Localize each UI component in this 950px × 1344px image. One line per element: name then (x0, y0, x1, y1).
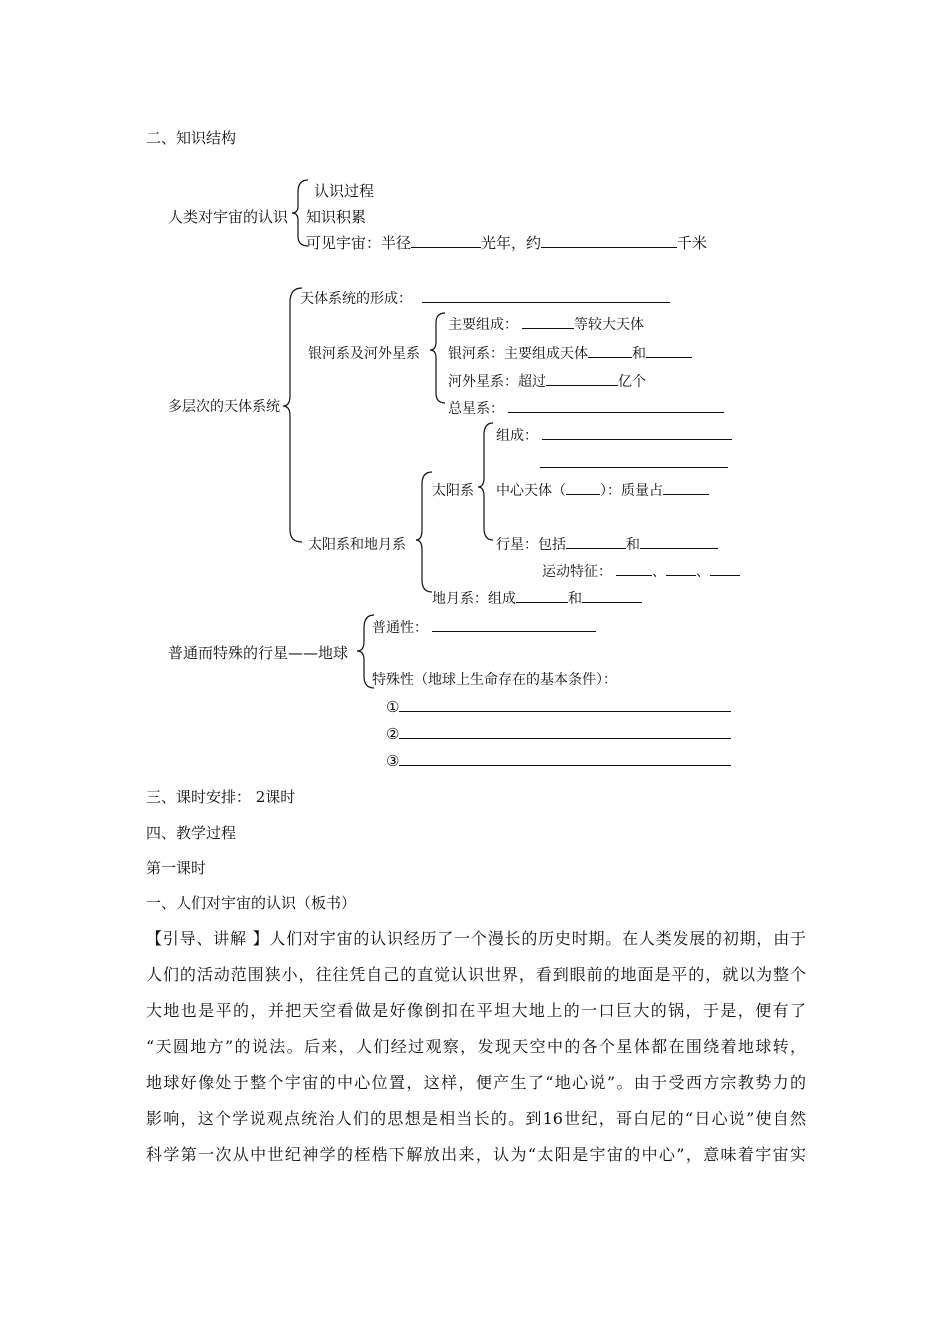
blank (710, 561, 740, 576)
special-feature: 特殊性（地球上生命存在的基本条件）： (372, 672, 617, 688)
earth-moon (432, 588, 642, 608)
center-b: ）：质量占 (600, 483, 663, 499)
external-b: 亿个 (618, 374, 646, 390)
milky-b: 和 (632, 346, 646, 362)
milky-a: 银河系：主要组成天体 (448, 346, 588, 362)
blank (399, 697, 731, 712)
blank (588, 343, 632, 358)
blank (566, 480, 600, 495)
bracket-solar-earth (416, 472, 432, 592)
blank (541, 233, 677, 248)
condition-3 (386, 751, 731, 770)
condition-marker: ③ (386, 752, 400, 770)
blank (666, 561, 696, 576)
blank (640, 534, 718, 549)
external-a: 河外星系：超过 (448, 374, 546, 390)
formation (300, 288, 670, 308)
blank (422, 288, 670, 303)
blank (546, 371, 618, 386)
paragraph-line: 科学第一次从中世纪神学的桎梏下解放出来，认为“太阳是宇宙的中心”，意味着宇宙实 (146, 1145, 806, 1164)
section-knowledge-structure: 二、知识结构 (146, 129, 237, 147)
solar-label: 太阳系 (432, 483, 474, 499)
earth-moon-a: 地月系：组成 (432, 591, 516, 607)
earth-label: 普通而特殊的行星——地球 (168, 644, 349, 662)
universe-item: 知识积累 (306, 208, 367, 226)
motion-features (542, 561, 740, 581)
center-body (496, 480, 709, 500)
condition-marker: ① (386, 698, 400, 716)
planets (496, 534, 718, 554)
condition-2 (386, 724, 731, 743)
planets-b: 和 (626, 537, 640, 553)
blank (663, 480, 709, 495)
condition-1 (386, 697, 731, 716)
board-title: 一、人们对宇宙的认识（板书） (146, 894, 357, 912)
section-class-hours: 三、课时安排： 2课时 (146, 788, 296, 806)
visible-universe (306, 232, 707, 253)
lecture-paragraph (146, 921, 806, 1173)
motion-sep: 、 (652, 564, 666, 580)
total-label: 总星系： (448, 401, 504, 417)
common-label: 普通性： (372, 620, 428, 636)
bracket-galaxy (430, 313, 445, 403)
blank (540, 467, 728, 468)
blank (616, 561, 652, 576)
milky-way (448, 343, 692, 363)
blank (582, 588, 642, 603)
center-a: 中心天体（ (496, 483, 566, 499)
first-class: 第一课时 (146, 859, 207, 877)
blank (411, 233, 481, 248)
total-galaxy (448, 398, 724, 418)
composition (496, 425, 732, 445)
paragraph-line: 影响，这个学说观点统治人们的思想是相当长的。到16世纪，哥白尼的“日心说”使自然 (146, 1109, 806, 1128)
galaxy-label: 银河系及河外星系 (308, 346, 420, 362)
composition-label: 组成： (496, 428, 538, 444)
main-composition (448, 314, 644, 334)
formation-label: 天体系统的形成： (300, 291, 412, 307)
blank (399, 751, 731, 766)
motion-sep: 、 (696, 564, 710, 580)
blank (399, 724, 731, 739)
condition-marker: ② (386, 725, 400, 743)
blank (432, 617, 596, 632)
bracket-solar (478, 423, 493, 540)
paragraph-line: 大地也是平的，并把天空看做是好像倒扣在平坦大地上的一口巨大的锅，于是，便有了 (146, 1001, 806, 1020)
external-galaxy (448, 371, 646, 391)
blank (566, 534, 626, 549)
blank (522, 314, 574, 329)
paragraph-line: 人们的活动范围狭小，往往凭自己的直觉认识世界，看到眼前的地面是平的，就以为整个 (146, 965, 806, 984)
main-comp-a: 主要组成： (448, 317, 518, 333)
universe-label: 人类对宇宙的认识 (168, 208, 289, 226)
motion-a: 运动特征： (542, 564, 612, 580)
visible-universe-c: 千米 (677, 234, 708, 252)
blank (516, 588, 568, 603)
planets-a: 行星：包括 (496, 537, 566, 553)
bracket-system (283, 288, 302, 542)
blank (508, 398, 724, 413)
blank (646, 343, 692, 358)
universe-item: 认识过程 (314, 182, 375, 200)
common-feature (372, 617, 596, 637)
solar-earth-label: 太阳系和地月系 (308, 537, 406, 553)
paragraph-line: 【引导、讲解 】人们对宇宙的认识经历了一个漫长的历史时期。在人类发展的初期，由于 (146, 929, 806, 948)
visible-universe-b: 光年，约 (481, 234, 542, 252)
paragraph-line: “天圆地方”的说法。后来，人们经过观察，发现天空中的各个星体都在围绕着地球转， (146, 1037, 806, 1056)
section-teaching-process: 四、教学过程 (146, 824, 237, 842)
main-comp-b: 等较大天体 (574, 317, 644, 333)
paragraph-line: 地球好像处于整个宇宙的中心位置，这样，便产生了“地心说”。由于受西方宗教势力的 (146, 1073, 806, 1092)
blank (542, 425, 732, 440)
visible-universe-a: 可见宇宙：半径 (306, 234, 412, 252)
earth-moon-b: 和 (568, 591, 582, 607)
system-label: 多层次的天体系统 (168, 399, 280, 415)
